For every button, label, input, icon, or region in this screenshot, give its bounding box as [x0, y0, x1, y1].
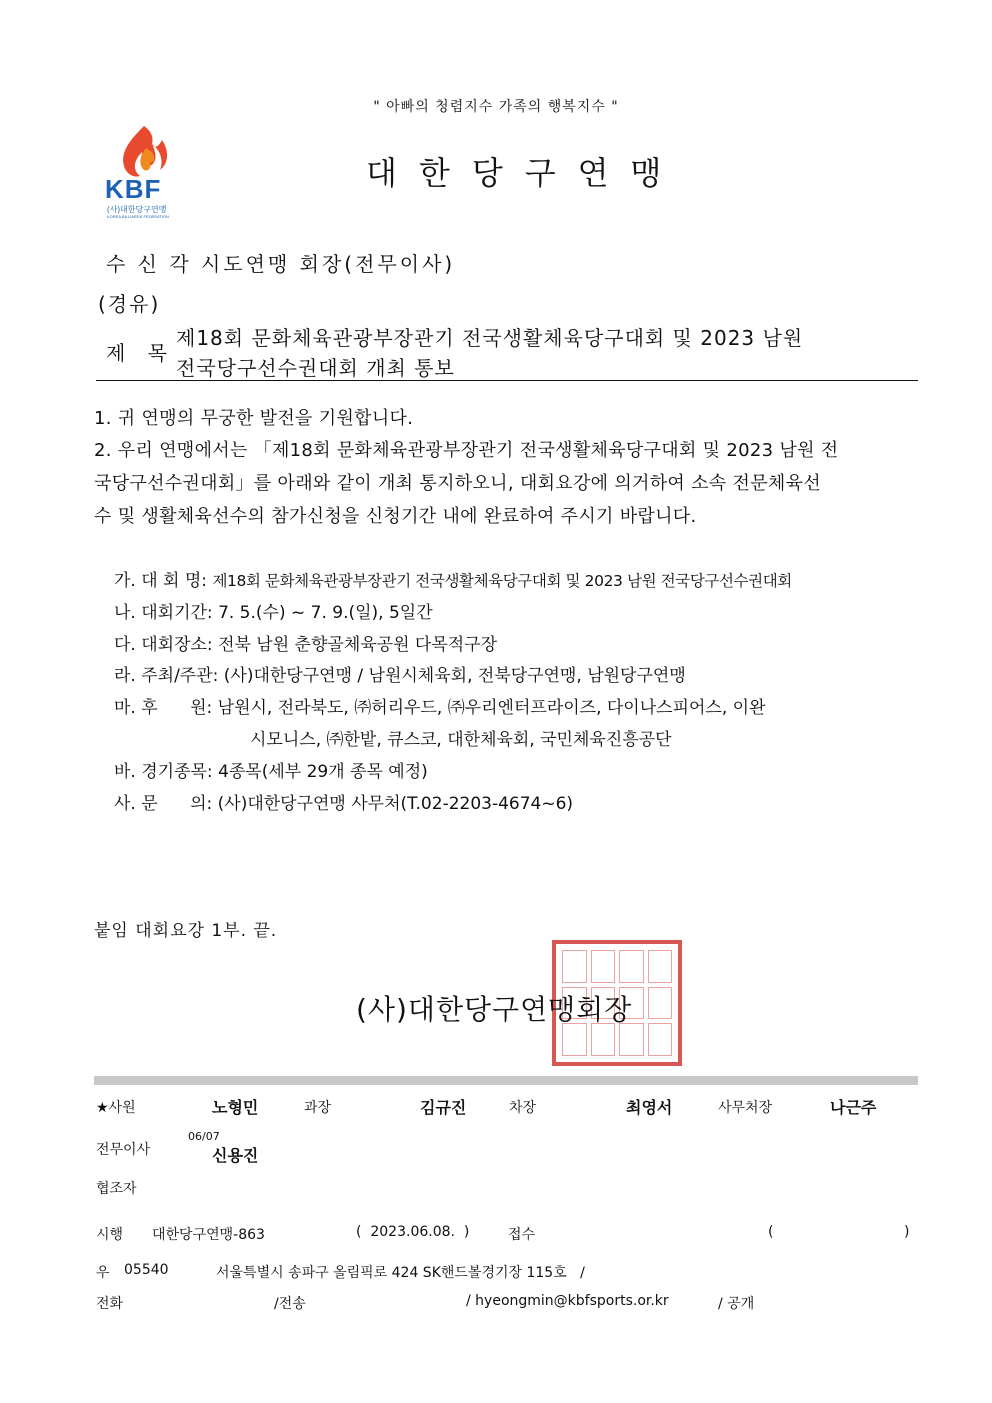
sender-name: (사)대한당구연맹회장 — [356, 993, 633, 1026]
item-value: (사)대한당구연맹 / 남원시체육회, 전북당구연맹, 남원당구연맹 — [223, 666, 686, 686]
postal-label: 우 — [96, 1265, 110, 1281]
approval-divider — [94, 1076, 918, 1085]
body-paragraph-2-line-2: 국당구선수권대회」를 아래와 같이 개최 통지하오니, 대회요강에 의거하여 소속 전문체육선 — [94, 473, 821, 494]
item-label: 다. 대회장소: — [114, 635, 213, 655]
postal-code: 05540 — [124, 1262, 169, 1278]
enforce-label: 시행 — [96, 1227, 124, 1243]
subject-line-1: 제18회 문화체육관광부장관기 전국생활체육당구대회 및 2023 남원 — [176, 326, 804, 350]
item-sponsors — [114, 693, 766, 718]
item-label: 바. 경기종목: — [114, 762, 213, 782]
approval-staff-name: 노형민 — [212, 1098, 259, 1117]
approval-secretary-name: 나근주 — [830, 1098, 877, 1117]
item-label: 나. 대회기간: — [114, 603, 213, 623]
approval-staff-label: ★사원 — [96, 1100, 136, 1116]
approval-deputy-name: 최영서 — [626, 1098, 673, 1117]
approval-director-label: 전무이사 — [96, 1142, 151, 1158]
logo-text: KBF — [105, 174, 162, 204]
item-value: 전북 남원 춘향골체육공원 다목적구장 — [218, 635, 498, 655]
body-paragraph-2-line-3: 수 및 생활체육선수의 참가신청을 신청기간 내에 완료하여 주시기 바랍니다. — [94, 506, 697, 527]
cooperator-label: 협조자 — [96, 1181, 137, 1197]
approval-director-date: 06/07 — [188, 1130, 220, 1143]
recipient-line: 수 신 각 시도연맹 회장(전무이사) — [106, 252, 456, 276]
item-event-venue — [114, 630, 497, 655]
logo-subtext: (사)대한당구연맹 — [107, 205, 167, 214]
disclosure-label: / 공개 — [718, 1296, 755, 1312]
approval-secretary-label: 사무처장 — [718, 1100, 773, 1116]
item-label: 가. 대 회 명: — [114, 571, 208, 591]
item-value: 7. 5.(수) ~ 7. 9.(일), 5일간 — [218, 603, 433, 623]
item-inquiry — [114, 789, 573, 814]
item-label: 라. 주최/주관: — [114, 666, 219, 686]
approval-director-name: 신용진 — [212, 1146, 259, 1165]
item-sponsors-line-2: 시모니스, ㈜한밭, 큐스코, 대한체육회, 국민체육진흥공단 — [250, 730, 672, 750]
enforce-number: 대한당구연맹-863 — [152, 1227, 265, 1243]
logo-subtext-en: KOREA BILLIARDS FEDERATION — [107, 214, 169, 219]
item-label: 마. 후 원: — [114, 698, 213, 718]
subject-line-2: 전국당구선수권대회 개최 통보 — [176, 356, 455, 380]
body-paragraph-1: 1. 귀 연맹의 무궁한 발전을 기원합니다. — [94, 408, 414, 429]
slogan: " 아빠의 청렴지수 가족의 행복지수 " — [373, 99, 619, 115]
body-paragraph-2-line-1: 2. 우리 연맹에서는 「제18회 문화체육관광부장관기 전국생활체육당구대회 및 2023 남원 전 — [94, 440, 839, 461]
item-value: 제18회 문화체육관광부장관기 전국생활체육당구대회 및 2023 남원 전국당구선수권대회 — [212, 572, 792, 590]
receipt-label: 접수 — [508, 1227, 536, 1243]
receipt-open: ( — [768, 1224, 774, 1240]
item-event-period — [114, 598, 433, 623]
item-value: 4종목(세부 29개 종목 예정) — [218, 762, 428, 782]
approval-manager-label: 과장 — [304, 1100, 332, 1116]
enforce-date: ( 2023.06.08. ) — [356, 1224, 470, 1240]
via-line: (경유) — [98, 292, 161, 316]
phone-label: 전화 — [96, 1296, 124, 1312]
receipt-close: ) — [904, 1224, 910, 1240]
item-event-name — [114, 566, 792, 591]
approval-deputy-label: 차장 — [509, 1100, 537, 1116]
email-link[interactable]: / hyeongmin@kbfsports.or.kr — [466, 1293, 669, 1309]
item-value: 남원시, 전라북도, ㈜허리우드, ㈜우리엔터프라이즈, 다이나스피어스, 이완 — [217, 698, 766, 718]
item-label: 사. 문 의: — [114, 794, 213, 814]
organization-title: 대한당구연맹 — [366, 154, 684, 192]
item-value: (사)대한당구연맹 사무처(T.02-2203-4674~6) — [217, 794, 574, 814]
address: 서울특별시 송파구 올림픽로 424 SK핸드볼경기장 115호 / — [216, 1265, 585, 1281]
subject-label: 제 목 — [106, 341, 175, 365]
item-host-organizer — [114, 661, 686, 686]
item-events — [114, 757, 428, 782]
subject-divider — [96, 380, 918, 381]
approval-manager-name: 김규진 — [420, 1098, 467, 1117]
attachment-line: 붙임 대회요강 1부. 끝. — [94, 921, 278, 941]
fax-label: /전송 — [274, 1296, 306, 1312]
